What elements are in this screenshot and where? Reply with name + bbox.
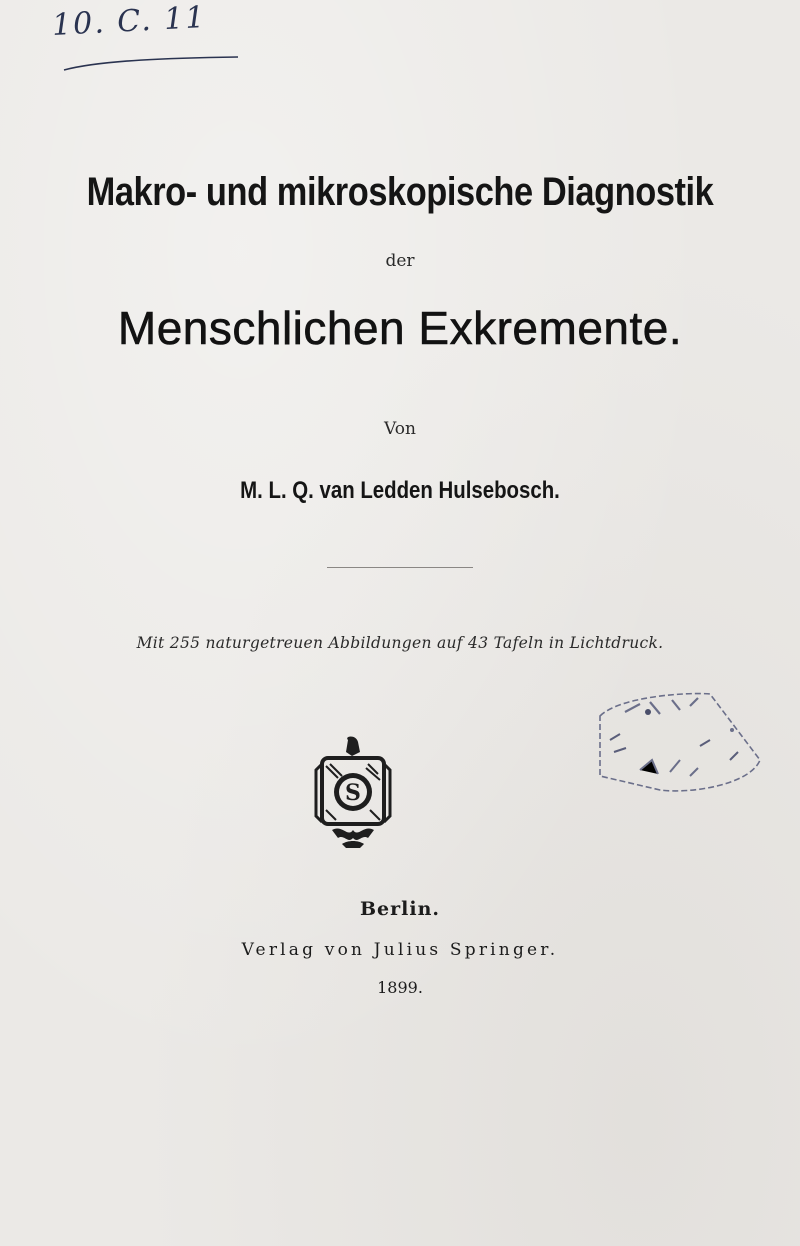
shelfmark-underline-icon <box>62 54 242 74</box>
handwritten-shelfmark: 10. C. 11 <box>51 0 208 44</box>
faded-library-stamp-icon <box>580 690 770 800</box>
title-line-2: Menschlichen Exkremente. <box>117 302 683 354</box>
springer-knight-emblem-icon <box>308 734 398 854</box>
title-line-1: Makro- und mikroskopische Diagnostik <box>86 170 714 214</box>
subtitle: Mit 255 naturgetreuen Abbildungen auf 43 Tafeln in Lichtdruck. <box>136 634 664 652</box>
by-label: Von <box>384 419 416 439</box>
svg-text:S: S <box>345 780 361 806</box>
imprint-publisher: Verlag von Julius Springer. <box>241 940 559 960</box>
author-name: M. L. Q. van Ledden Hulsebosch. <box>240 477 560 504</box>
divider-rule <box>327 567 473 568</box>
imprint-city: Berlin. <box>359 898 441 920</box>
title-connector: der <box>385 251 415 271</box>
imprint-year: 1899. <box>377 978 423 997</box>
